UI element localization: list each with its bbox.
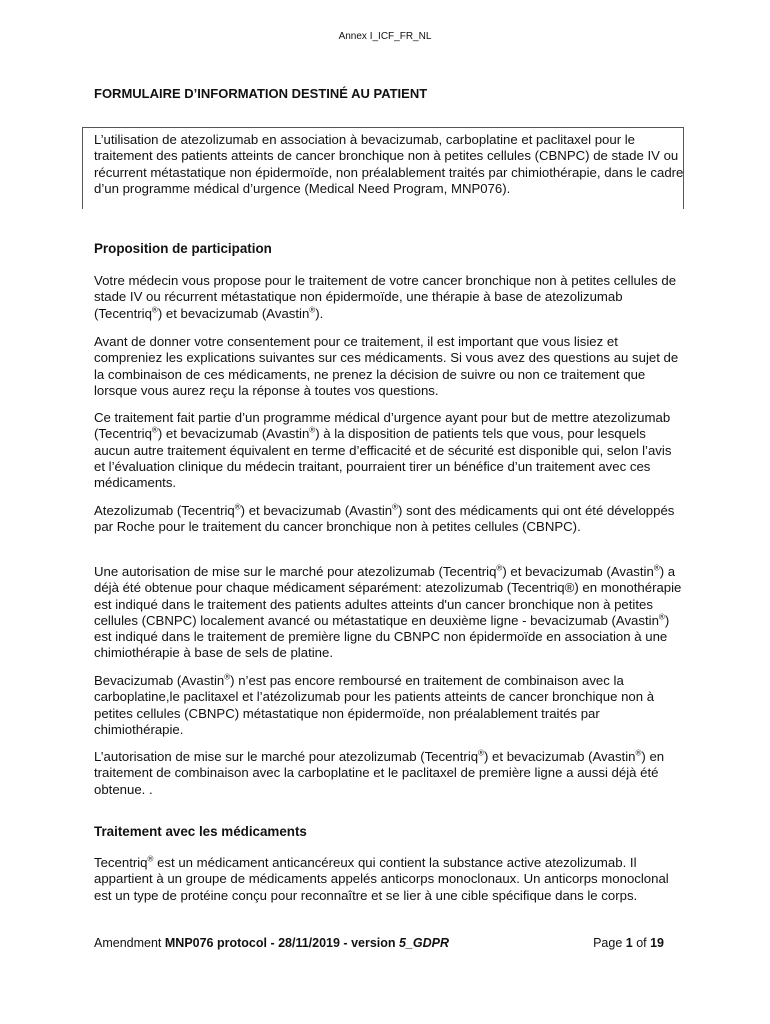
annex-label: Annex I_ICF_FR_NL xyxy=(338,31,432,42)
paragraph-tecentriq: Tecentriq® est un médicament anticancéreux qui contient la substance active atezolizumab. Il appartient à un groupe de médicaments appelés anticorps monoclonaux. Un anticorps monoclonal est un type de protéine conçu pour reconnaître et se lier à une cible spécifique dans le corps. xyxy=(94,854,669,903)
paragraph-consent: Avant de donner votre consentement pour ce traitement, il est important que vous lisiez et compreniez les explications suivantes sur ces médicaments. Si vous avez des questions au sujet de la combinaison de ces médicaments, ne prenez la décision de suivre ou non ce traitement que lorsque vous aurez reçu la réponse à toutes vos questions. xyxy=(94,334,679,398)
document-title: FORMULAIRE D’INFORMATION DESTINÉ AU PATIENT xyxy=(94,86,428,101)
paragraph-program: Ce traitement fait partie d’un programme médical d’urgence ayant pour but de mettre atezolizumab (Tecentriq®) et bevacizumab (Avastin®) à la disposition de patients tels que vous, pour lesquels aucun autre traitement équivalent en terme d’efficacité et de sécurité est disponible qui, selon l’avis et l’évaluation clinique du médecin traitant, pourraient tirer un bénéfice d’un traitement avec ces médicaments. xyxy=(94,410,672,491)
paragraph-combination-authorization: L’autorisation de mise sur le marché pour atezolizumab (Tecentriq®) et bevacizumab (Avastin®) en traitement de combinaison avec la carboplatine et le paclitaxel de première ligne a aussi déjà été obtenue. . xyxy=(94,748,665,797)
intro-text: L’utilisation de atezolizumab en association à bevacizumab, carboplatine et paclitaxel pour le traitement des patients atteints de cancer bronchique non à petites cellules (CBNPC) de stade IV ou récurrent métastatique non épidermoïde, non préalablement traités par chimiothérapie, dans le cadre d’un programme médical d’urgence (Medical Need Program, MNP076). xyxy=(94,132,684,196)
paragraph-authorization: Une autorisation de mise sur le marché pour atezolizumab (Tecentriq®) et bevacizumab (Avastin®) a déjà été obtenue pour chaque médicament séparément: atezolizumab (Tecentriq®) en monothérapie est indiqué dans le traitement des patients adultes atteints d'un cancer bronchique non à petites cellules (CBNPC) localement avancé ou métastatique en deuxième ligne - bevacizumab (Avastin®) est indiqué dans le traitement de première ligne du CBNPC non épidermoïde en association à une chimiothérapie à base de sels de platine. xyxy=(94,563,682,661)
section-heading-treatment: Traitement avec les médicaments xyxy=(94,824,307,839)
paragraph-reimbursement: Bevacizumab (Avastin®) n’est pas encore remboursé en traitement de combinaison avec la carboplatine,le paclitaxel et l’atézolizumab pour les patients atteints de cancer bronchique non à petites cellules (CBNPC) métastatique non épidermoïde, non préalablement traités par chimiothérapie. xyxy=(94,672,655,737)
footer-protocol: Amendment MNP076 protocol - 28/11/2019 - version 5_GDPR xyxy=(94,936,450,950)
paragraph-development: Atezolizumab (Tecentriq®) et bevacizumab (Avastin®) sont des médicaments qui ont été développés par Roche pour le traitement du cancer bronchique non à petites cellules (CBNPC). xyxy=(94,502,675,535)
page-number: Page 1 of 19 xyxy=(593,936,664,950)
paragraph-proposal: Votre médecin vous propose pour le traitement de votre cancer bronchique non à petites cellules de stade IV ou récurrent métastatique non épidermoïde, une thérapie à base de atezolizumab (Tecentriq®) et bevacizumab (Avastin®). xyxy=(94,273,677,321)
section-heading-participation: Proposition de participation xyxy=(94,241,272,256)
